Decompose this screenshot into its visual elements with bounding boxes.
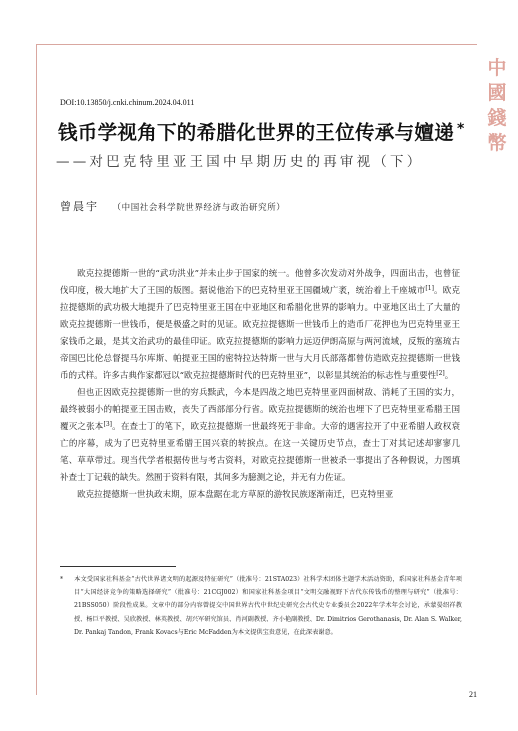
article-body xyxy=(60,266,460,504)
paragraph-text: 。欧克拉提德斯的武功极大地提升了巴克特里亚王国在中亚地区和希腊化世界的影响力。中亚地区出土了大量的欧克拉提德斯一世钱币，便是极盛之时的见证。欧克拉提德斯一世钱币上的造币厂花押也为巴克特里亚王家钱币之最，是其文治武功的最佳印证。欧克拉提德斯的影响力远迈伊朗高原与两河流域，反叛的塞琉古帝国巴比伦总督提马尔库斯、帕提亚王国的密特拉达特斯一世与大月氏部落都曾仿造欧克拉提德斯一世钱币的式样。许多古典作家都冠以“欧克拉提德斯时代的巴克特里亚”，以彰显其统治的标志性与重要性 xyxy=(60,286,461,381)
paragraph-text: 。 xyxy=(444,371,454,381)
title-footnote-mark: * xyxy=(457,121,465,137)
footnote xyxy=(60,573,462,639)
citation-ref: [1] xyxy=(425,285,434,292)
side-mark-char: 中 xyxy=(487,57,507,79)
author-affiliation: （中国社会科学院世界经济与政治研究所） xyxy=(112,203,286,213)
paragraph-text: 。在查士丁的笔下，欧克拉提德斯一世最终死于非命。大帝的遇害拉开了中亚希腊人政权衰亡的序幕，成为了巴克特里亚希腊王国兴衰的转捩点。在这一关键历史节点，查士丁对其记述却寥寥几笔、草草带过。现当代学者根据传世与考古资料，对欧克拉提德斯一世被杀一事提出了各种假说，力图填补查士丁记载的缺失。然囿于资料有限，其间多为臆测之论，并无有力佐证。 xyxy=(60,422,460,483)
article-subtitle: ——对巴克特里亚王国中早期历史的再审视（下） xyxy=(56,154,424,170)
author-line xyxy=(60,198,285,214)
footnote-mark: * xyxy=(60,576,64,583)
paragraph xyxy=(60,487,460,504)
citation-ref: [3] xyxy=(103,421,112,428)
paragraph-text: 欧克拉提德斯一世的“武功洪业”并未止步于国家的统一。他曾多次发动对外战争，四面出击，也曾征伐印度，极大地扩大了王国的版图。据说他治下的巴克特里亚王国疆域广袤，统治着上千座城市 xyxy=(60,269,460,296)
article-title-text: 钱币学视角下的希腊化世界的王位传承与嬗递 xyxy=(58,121,455,144)
journal-side-mark xyxy=(486,56,508,156)
footnote-text: 本文受国家社科基金“古代世界诸文明的起源及特征研究”（批准号：21STA023）社科学术团体主题学术活动资助，系国家社科基金青年项目“大国经济竞争的策略选择研究”（批准号：21CGJ002）和国家社科基金项目“文明交融视野下古代东传钱币的整理与研究”（批准号：21BSS050）阶段性成果。文章中的部分内容曾提交中国世界古代中世纪史研究会古代史专业委员会2022年学术年会讨论，承蒙晏绍祥教授、杨巨平教授、吴欣教授、林英教授、胡兴军研究馆员、肖河副教授、齐小艳副教授、Dr. Dimitrios Gerothanasis, Dr. Alan S. Walker, Dr. Pankaj Tandon, Frank Kovacs与Eric McFadden为本文提供宝贵意见，在此深表谢意。 xyxy=(74,576,462,636)
side-mark-char: 幣 xyxy=(487,132,507,154)
footnote-divider xyxy=(60,566,176,567)
author-name: 曾晨宇 xyxy=(60,200,99,213)
paragraph-text: 欧克拉提德斯一世执政末期，原本盘踞在北方草原的游牧民族逐渐南迁，巴克特里亚 xyxy=(77,490,394,500)
paragraph-text: 但也正因欧克拉提德斯一世的穷兵黩武，今本是四战之地巴克特里亚四面树敌、消耗了王国的实力，最终被弱小的帕提亚王国击败，丧失了西部部分行省。欧克拉提德斯的统治也埋下了巴克特里亚希腊王国覆灭之张本 xyxy=(60,388,460,432)
side-mark-char: 錢 xyxy=(487,107,507,129)
article-title xyxy=(58,117,478,145)
paragraph xyxy=(60,266,460,385)
doi: DOI:10.13850/j.cnki.chinum.2024.04.011 xyxy=(60,98,195,107)
page-number: 21 xyxy=(469,690,477,699)
citation-ref: [2] xyxy=(436,370,445,377)
side-mark-char: 國 xyxy=(487,82,507,104)
paragraph xyxy=(60,385,460,487)
